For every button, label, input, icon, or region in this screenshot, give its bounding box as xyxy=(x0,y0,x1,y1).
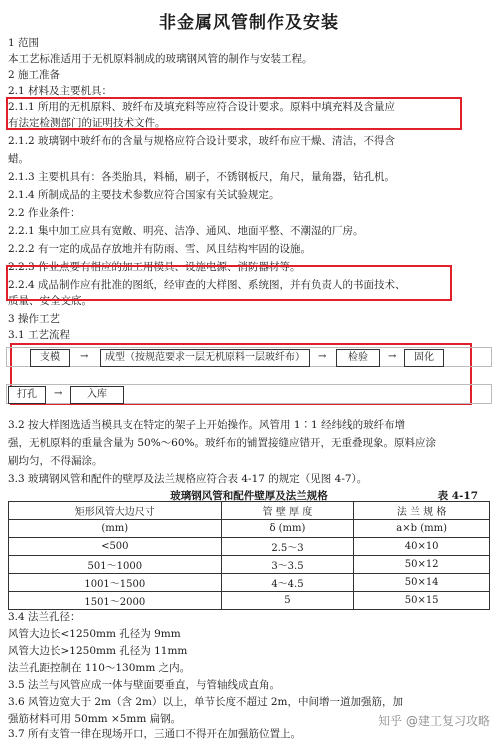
section-heading: 2 施工准备 xyxy=(8,69,61,81)
paragraph-line: 本工艺标准适用于无机原料制成的玻璃钢风管的制作与安装工程。 xyxy=(8,53,313,65)
paragraph-line: 2.2.1 集中加工应具有宽敞、明亮、洁净、通风、地面平整、不潮湿的厂房。 xyxy=(8,225,364,237)
table-header-row xyxy=(9,502,490,520)
paragraph-line: 强筋材料可用 50mm ×5mm 扁钢。 xyxy=(8,713,182,725)
paragraph-line: 2.2.2 有一定的成品存放地并有防雨、雪、风且结构牢固的设施。 xyxy=(8,243,312,255)
table-cell: 3～3.5 xyxy=(221,556,354,574)
table-row xyxy=(9,538,490,556)
paragraph-line: 3.5 法兰与风管应成一体与壁面要垂直，与管轴线成直角。 xyxy=(8,679,281,691)
flow-step: 入库 xyxy=(70,386,124,404)
table-row xyxy=(9,592,490,610)
highlight-box xyxy=(6,97,462,130)
table-cell: 40×10 xyxy=(354,538,490,556)
table-row xyxy=(9,574,490,592)
paragraph-line: 2.1.1 所用的无机原料、玻纤布及填充料等应符合设计要求。原料中填充料及含量应 xyxy=(8,101,396,113)
paragraph-line: 有法定检测部门的证明技术文件。 xyxy=(8,117,166,129)
flow-step: 检验 xyxy=(336,349,380,367)
paragraph-line: 2.1.2 玻璃钢中玻纤布的含量与规格应符合设计要求，玻纤布应干燥、清洁，不得含 xyxy=(8,135,396,147)
paragraph-line: 3.6 风管边宽大于 2m（含 2m）以上，单节长度不超过 2m，中间增一道加强筋，加 xyxy=(8,696,403,708)
arrow-icon: → xyxy=(318,351,327,362)
paragraph-line: 2.2.4 成品制作应有批准的图纸，经审查的大样图、系统图，并有负责人的书面技术、 xyxy=(8,279,406,291)
paragraph-line: 3.3 玻璃钢风管和配件的壁厚及法兰规格应符合表 4-17 的规定（见图 4-7）。 xyxy=(8,473,368,485)
paragraph-line: 3.7 所有支管一律在现场开口，三通口不得开在加强筋位置上。 xyxy=(8,728,302,740)
table-title: 玻璃钢风管和配件壁厚及法兰规格 xyxy=(170,490,328,502)
table-cell: 50×12 xyxy=(354,556,490,574)
section-heading: 1 范围 xyxy=(8,37,40,49)
table-header-cell: 管 壁 厚 度 xyxy=(221,502,354,520)
paragraph-line: 风管大边长<1250mm 孔径为 9mm xyxy=(8,628,181,640)
table-header-cell: δ (mm) xyxy=(221,520,354,538)
subsection-heading: 3.1 工艺流程 xyxy=(8,329,71,341)
paragraph-line: 蜡。 xyxy=(8,153,29,165)
table-header-cell: a×b (mm) xyxy=(354,520,490,538)
table-number: 表 4-17 xyxy=(437,490,478,502)
paragraph-line: 2.1.3 主要机具有：各类胎具，料桶，刷子，不锈钢板尺，角尺，量角器，钻孔机。 xyxy=(8,171,396,183)
table-header-cell: (mm) xyxy=(9,520,222,538)
arrow-icon: → xyxy=(388,351,397,362)
table-cell: 2.5～3 xyxy=(221,538,354,556)
subsection-heading: 2.2 作业条件： xyxy=(8,207,81,219)
flow-step: 支模 xyxy=(30,349,70,367)
highlight-box xyxy=(6,265,452,301)
paragraph-line: 刷均匀，不得漏涂。 xyxy=(8,455,103,467)
table-header-cell: 矩形风管大边尺寸 xyxy=(9,502,222,520)
table-cell: 50×14 xyxy=(354,574,490,592)
paragraph-line: 强，无机原料的重量含量为 50%～60%。玻纤布的铺置接缝应错开，无重叠现象。原料应涂 xyxy=(8,437,437,449)
section-heading: 3 操作工艺 xyxy=(8,313,61,325)
table-cell: 4～4.5 xyxy=(221,574,354,592)
table-cell: 1501～2000 xyxy=(9,592,222,610)
paragraph-line: 法兰孔距控制在 110～130mm 之内。 xyxy=(8,662,191,674)
paragraph-line: 风管大边长>1250mm 孔径为 11mm xyxy=(8,645,188,657)
flow-step: 成型（按规范要求一层无机原料一层玻纤布） xyxy=(100,349,310,367)
table-row xyxy=(9,556,490,574)
watermark: 知乎 @建工复习攻略 xyxy=(378,714,490,728)
table-cell: 5 xyxy=(221,592,354,610)
flow-step: 打孔 xyxy=(8,386,46,404)
spec-table xyxy=(8,501,490,610)
table-header-cell: 法 兰 规 格 xyxy=(354,502,490,520)
table-cell: 1001～1500 xyxy=(9,574,222,592)
paragraph-line: 2.2.3 作业点要有相应的加工用模具、设施电源、消防器材等。 xyxy=(8,261,301,273)
table-cell: <500 xyxy=(9,538,222,556)
arrow-icon: → xyxy=(80,351,89,362)
paragraph-line: 2.1.4 所制成品的主要技术参数应符合国家有关试验规定。 xyxy=(8,189,280,201)
table-cell: 50×15 xyxy=(354,592,490,610)
subsection-heading: 3.4 法兰孔径： xyxy=(8,611,81,623)
table-cell: 501～1000 xyxy=(9,556,222,574)
page-title: 非金属风管制作及安装 xyxy=(159,13,339,33)
table-header-row xyxy=(9,520,490,538)
paragraph-line: 3.2 按大样图选适当模具支在特定的架子上开始操作。风管用 1∶1 经纬线的玻纤布增 xyxy=(8,419,406,431)
flow-step: 固化 xyxy=(404,349,444,367)
arrow-icon: → xyxy=(54,388,63,399)
paragraph-line: 质量、安全交底。 xyxy=(8,295,92,307)
subsection-heading: 2.1 材料及主要机具： xyxy=(8,85,113,97)
